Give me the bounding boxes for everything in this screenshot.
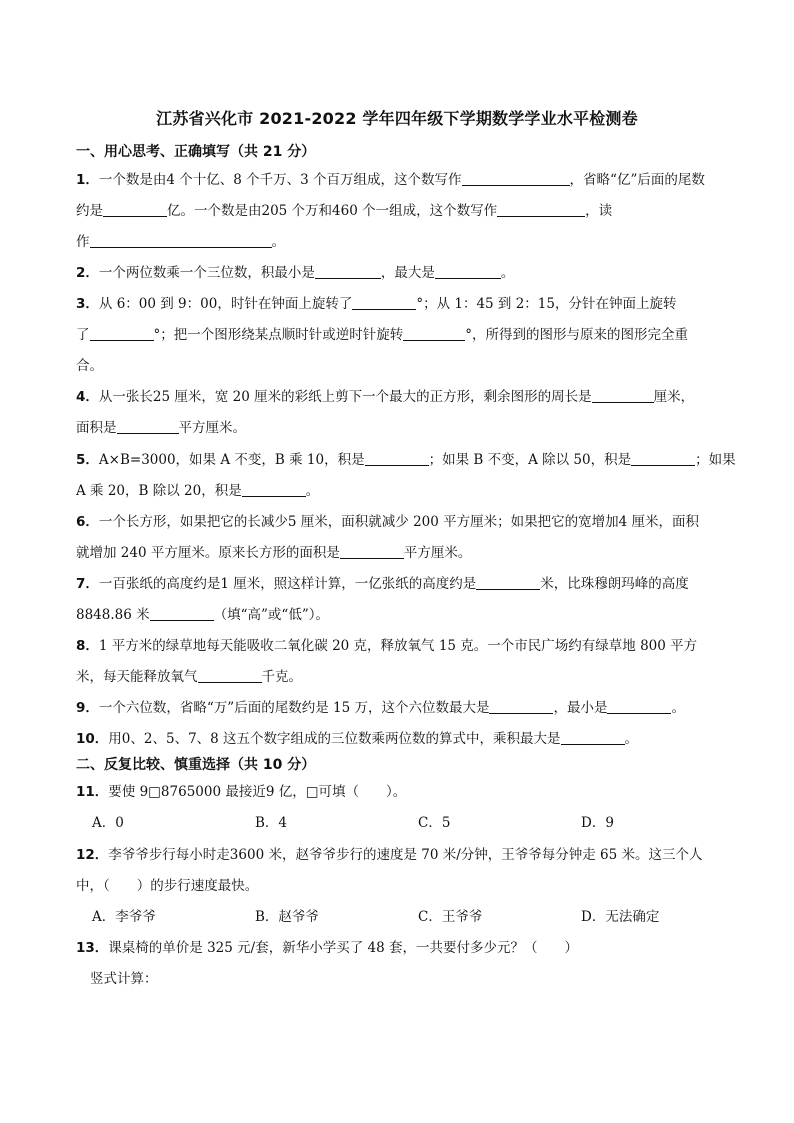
q1-line-2: 约是 亿。一个数是由205 个万和460 个一组成，这个数写作 ，读 — [76, 203, 613, 219]
q1-line-3: 作 。 — [76, 234, 285, 250]
q4-number: 4． — [76, 389, 99, 405]
q8-number: 8． — [76, 638, 99, 654]
q1-blank-4[interactable] — [90, 233, 272, 248]
q11-option-d[interactable]: D．9 — [581, 815, 614, 831]
q5-line-1: 5．A×B=3000，如果 A 不变，B 乘 10，积是 ；如果 B 不变，A 除以 50，积是 ；如果 — [76, 452, 736, 468]
q7-blank-2[interactable] — [150, 606, 214, 621]
q9-number: 9． — [76, 700, 99, 716]
q13-number: 13． — [76, 940, 109, 956]
q11-option-c[interactable]: C．5 — [418, 815, 451, 831]
q4-blank-1[interactable] — [592, 388, 654, 403]
q10-number: 10． — [76, 731, 109, 747]
q12-line-1: 12．李爷爷步行每小时走3600 米，赵爷爷步行的速度是 70 米/分钟，王爷爷每分钟走 65 米。这三个人 — [76, 847, 703, 863]
q8-blank-1[interactable] — [198, 668, 262, 683]
q1-blank-2[interactable] — [103, 202, 167, 217]
q12-option-d[interactable]: D．无法确定 — [581, 909, 660, 925]
q2-line: 2．一个两位数乘一个三位数，积最小是 ，最大是 。 — [76, 265, 515, 281]
q4-line-1: 4．从一张长25 厘米，宽 20 厘米的彩纸上剪下一个最大的正方形，剩余图形的周长是 厘米， — [76, 389, 695, 405]
q10-line: 10．用0、2、5、7、8 这五个数字组成的三位数乘两位数的算式中，乘积最大是 。 — [76, 731, 639, 747]
q3-blank-2[interactable] — [90, 326, 154, 341]
q9-blank-2[interactable] — [607, 699, 671, 714]
q12-option-b[interactable]: B．赵爷爷 — [255, 909, 319, 925]
q6-blank-1[interactable] — [340, 544, 404, 559]
q3-number: 3． — [76, 296, 99, 312]
q3-blank-1[interactable] — [352, 295, 416, 310]
q7-number: 7． — [76, 576, 99, 592]
q2-blank-1[interactable] — [315, 264, 381, 279]
q1-blank-3[interactable] — [497, 202, 585, 217]
q7-blank-1[interactable] — [476, 575, 540, 590]
q5-number: 5． — [76, 452, 99, 468]
q13-subtitle: 竖式计算： — [90, 971, 158, 987]
q12-number: 12． — [76, 847, 109, 863]
q13-line: 13．课桌椅的单价是 325 元/套，新华小学买了 48 套，一共要付多少元？（ ） — [76, 940, 578, 956]
q7-line-1: 7．一百张纸的高度约是1 厘米，照这样计算，一亿张纸的高度约是 米，比珠穆朗玛峰的高度 — [76, 576, 689, 592]
q3-line-3: 合。 — [76, 358, 103, 374]
section-1-heading: 一、用心思考、正确填写（共 21 分） — [76, 144, 316, 160]
q3-blank-3[interactable] — [403, 326, 465, 341]
q11-number: 11． — [76, 784, 109, 800]
q4-blank-2[interactable] — [117, 419, 179, 434]
q9-line: 9．一个六位数，省略“万”后面的尾数约是 15 万，这个六位数最大是 ，最小是 。 — [76, 700, 685, 716]
q1-blank-1[interactable] — [462, 171, 570, 186]
q6-number: 6． — [76, 514, 99, 530]
q3-line-2: 了 °；把一个图形绕某点顺时针或逆时针旋转 °，所得到的图形与原来的图形完全重 — [76, 327, 688, 343]
q12-line-2: 中，（ ）的步行速度最快。 — [76, 878, 259, 894]
q1-line-1: 1．一个数是由4 个十亿、8 个千万、3 个百万组成，这个数写作 ，省略“亿”后面的尾数 — [76, 172, 705, 188]
q5-line-2: A 乘 20，B 除以 20，积是 。 — [76, 483, 320, 499]
q12-option-a[interactable]: A．李爷爷 — [92, 909, 156, 925]
q2-number: 2． — [76, 265, 99, 281]
q2-blank-2[interactable] — [435, 264, 501, 279]
q5-blank-2[interactable] — [631, 451, 695, 466]
q11-option-a[interactable]: A．0 — [92, 815, 124, 831]
q11-option-b[interactable]: B．4 — [255, 815, 288, 831]
section-2-heading: 二、反复比较、慎重选择（共 10 分） — [76, 757, 316, 773]
q6-line-2: 就增加 240 平方厘米。原来长方形的面积是 平方厘米。 — [76, 545, 472, 561]
q6-line-1: 6．一个长方形，如果把它的长减少5 厘米，面积就减少 200 平方厘米；如果把它的宽增加4 厘米，面积 — [76, 514, 700, 530]
q12-option-c[interactable]: C．王爷爷 — [418, 909, 483, 925]
page-title: 江苏省兴化市 2021-2022 学年四年级下学期数学学业水平检测卷 — [156, 109, 638, 128]
q5-blank-3[interactable] — [242, 482, 306, 497]
q11-line: 11．要使 9□8765000 最接近9 亿，□可填（ ）。 — [76, 784, 407, 800]
q8-line-1: 8．1 平方米的绿草地每天能吸收二氧化碳 20 克，释放氧气 15 克。一个市民广场约有绿草地 800 平方 — [76, 638, 698, 654]
q10-blank-1[interactable] — [561, 730, 625, 745]
q1-number: 1． — [76, 172, 99, 188]
q3-line-1: 3．从 6：00 到 9：00，时针在钟面上旋转了 °；从 1：45 到 2：15，分针在钟面上旋转 — [76, 296, 677, 312]
q4-line-2: 面积是 平方厘米。 — [76, 420, 246, 436]
q5-blank-1[interactable] — [365, 451, 429, 466]
q7-line-2: 8848.86 米 （填“高”或“低”）。 — [76, 607, 329, 623]
q8-line-2: 米，每天能释放氧气 千克。 — [76, 669, 302, 685]
q9-blank-1[interactable] — [489, 699, 553, 714]
